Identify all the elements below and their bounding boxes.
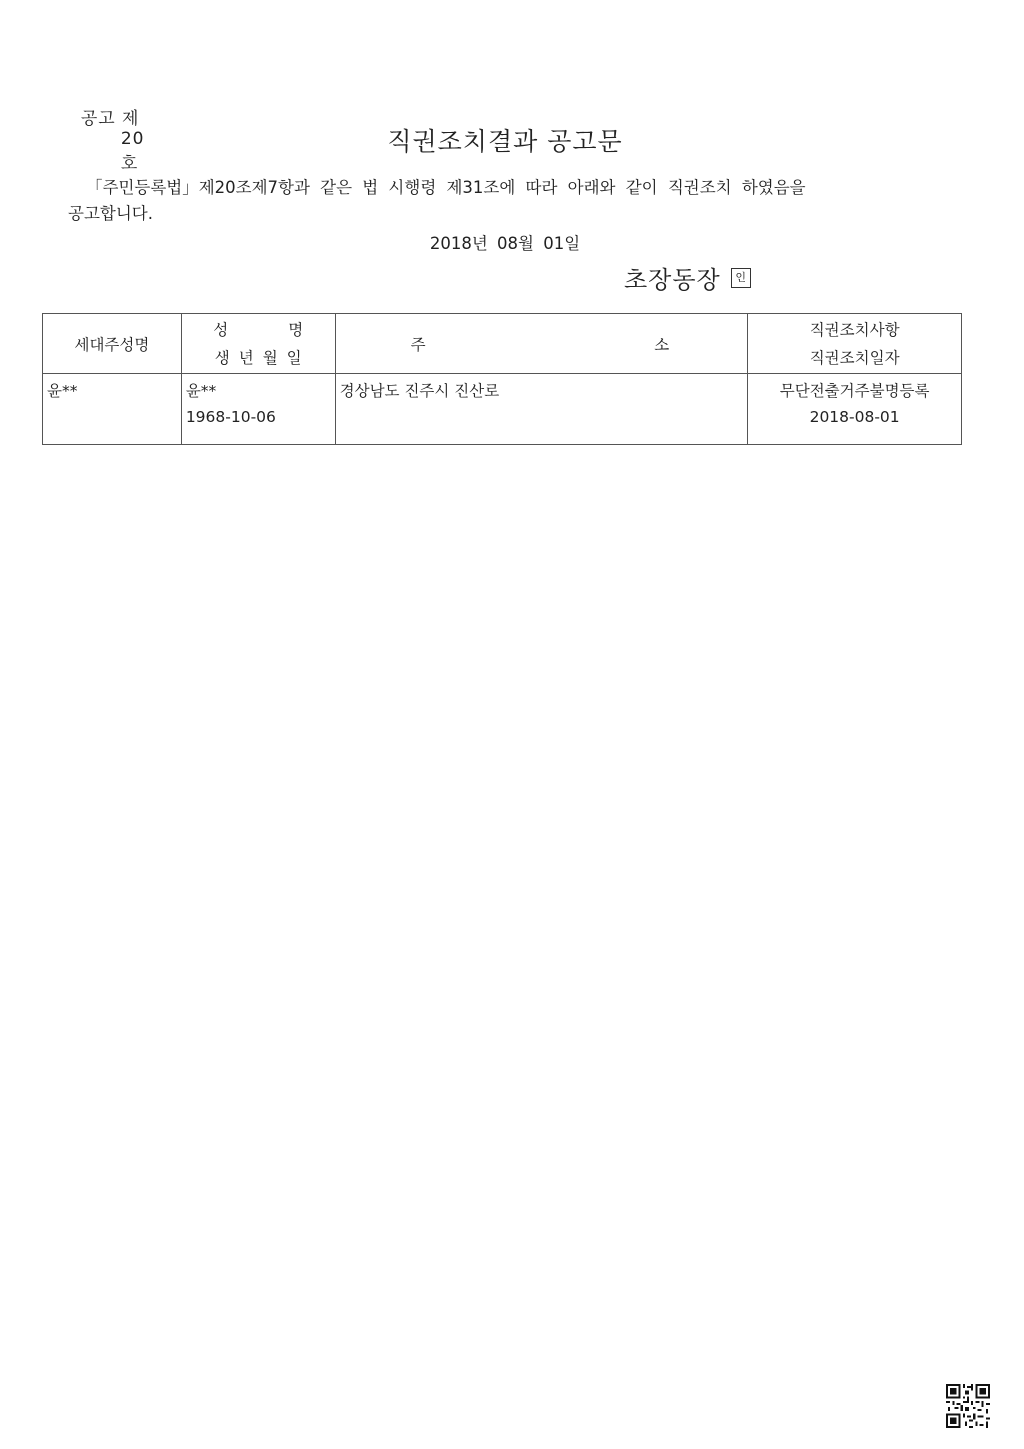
header-action xyxy=(748,314,962,374)
name-value: 윤** xyxy=(185,382,217,400)
cell-address xyxy=(335,374,748,445)
action-value: 무단전출거주불명등록 xyxy=(779,382,930,400)
notice-body xyxy=(68,175,928,227)
notice-label-prefix: 공고 제 xyxy=(80,109,140,129)
table-row xyxy=(43,374,962,445)
header-action-date: 직권조치일자 xyxy=(809,348,900,367)
household-head-value: 윤** xyxy=(47,382,78,400)
notice-number-value: 20 xyxy=(120,129,145,149)
address-value: 경상남도 진주시 진산로 xyxy=(339,382,500,400)
header-address-left: 주 xyxy=(410,335,426,354)
cell-name-birth xyxy=(181,374,335,445)
birth-value: 1968-10-06 xyxy=(185,408,276,426)
header-name: 성명 xyxy=(213,320,364,339)
issuer-name: 초장동장 xyxy=(624,266,721,294)
notice-body-line-2: 공고합니다. xyxy=(68,204,153,223)
header-address-right: 소 xyxy=(654,335,670,354)
notice-body-line-1: 「주민등록법」제20조제7항과 같은 법 시행령 제31조에 따라 아래와 같이 직권조치 하였음을 xyxy=(86,178,806,197)
header-household-head: 세대주성명 xyxy=(43,314,182,374)
notice-label-suffix: 호 xyxy=(120,154,139,174)
document-title: 직권조치결과 공고문 xyxy=(387,127,623,156)
seal-stamp: 인 xyxy=(731,268,751,288)
header-action-item: 직권조치사항 xyxy=(809,320,900,339)
action-date-value: 2018-08-01 xyxy=(809,408,900,426)
notice-date: 2018년 08월 01일 xyxy=(429,234,581,253)
header-address xyxy=(335,314,748,374)
header-birth: 생년월일 xyxy=(214,348,311,367)
cell-action xyxy=(748,374,962,445)
qr-code-icon xyxy=(946,1384,990,1428)
table-header-row xyxy=(43,314,962,374)
issuer xyxy=(624,260,751,295)
header-name-birth xyxy=(181,314,364,374)
cell-household-head xyxy=(43,374,182,445)
records-table xyxy=(42,313,962,445)
